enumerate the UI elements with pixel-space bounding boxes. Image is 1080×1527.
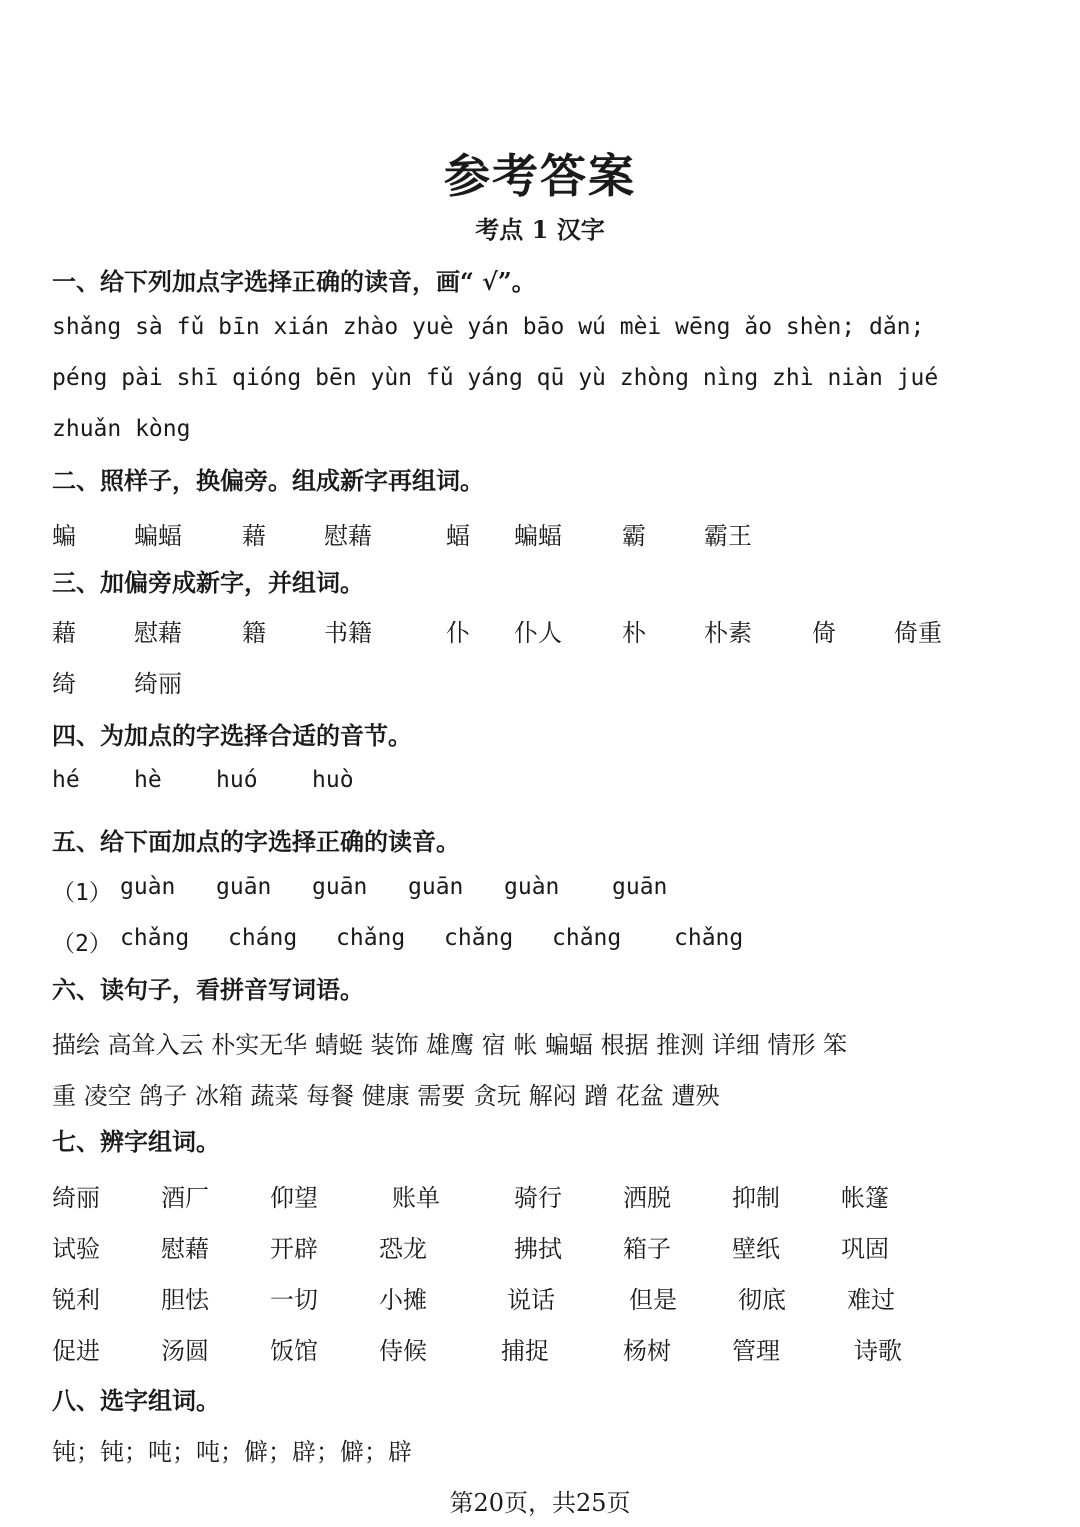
page-title: 参考答案 <box>444 149 636 203</box>
answer-item: 藉 <box>242 522 266 550</box>
answer-item: 促进 <box>52 1337 100 1365</box>
answer-item: guān <box>408 874 464 900</box>
answer-item: chǎng <box>674 925 744 951</box>
answer-item: 绮丽 <box>52 1184 100 1212</box>
answer-item: huó <box>216 767 258 793</box>
answer-item: 骑行 <box>514 1184 562 1212</box>
answer-item: 壁纸 <box>732 1235 780 1263</box>
answer-item: hé <box>52 767 80 793</box>
answer-item: 慰藉 <box>134 619 182 647</box>
section-7-row <box>52 1280 1042 1315</box>
answer-item: 锐利 <box>52 1286 100 1314</box>
answer-item: 箱子 <box>623 1235 671 1263</box>
section-8-heading: 八、选字组词。 <box>52 1386 220 1415</box>
answer-item: cháng <box>228 925 298 951</box>
answer-item: chǎng <box>120 925 190 951</box>
answer-item: 霸 <box>622 522 646 550</box>
section-3-row-2 <box>52 664 1042 699</box>
answer-item: 捕捉 <box>501 1337 549 1365</box>
answer-item: 蝠 <box>446 522 470 550</box>
section-5-row-2 <box>52 925 1042 958</box>
answer-item: 开辟 <box>270 1235 318 1263</box>
answer-item: 倚重 <box>894 619 942 647</box>
answer-item: 帐篷 <box>841 1184 889 1212</box>
answer-item: hè <box>134 767 162 793</box>
answer-item: 慰藉 <box>161 1235 209 1263</box>
section-3-heading: 三、加偏旁成新字，并组词。 <box>52 568 364 597</box>
answer-item: guān <box>216 874 272 900</box>
answer-item: 难过 <box>847 1286 895 1314</box>
answer-item: 蝙蝠 <box>514 522 562 550</box>
answer-item: 蝙蝠 <box>134 522 182 550</box>
answer-item: 胆怯 <box>161 1286 209 1314</box>
answer-item: 彻底 <box>738 1286 786 1314</box>
page-footer: 第20页，共25页 <box>449 1489 631 1517</box>
answer-item: guān <box>612 874 668 900</box>
answer-item: 藉 <box>52 619 76 647</box>
answer-item: 诗歌 <box>854 1337 902 1365</box>
section-4-heading: 四、为加点的字选择合适的音节。 <box>52 721 412 750</box>
answer-item: 仆 <box>446 619 470 647</box>
answer-item: 仆人 <box>514 619 562 647</box>
section-5-row-1 <box>52 874 1042 907</box>
answer-item: 蝙 <box>52 522 76 550</box>
section-7-row <box>52 1178 1042 1213</box>
section-8-answers: 钝；钝；吨；吨；僻；辟；僻；辟 <box>52 1438 412 1466</box>
answer-item: chǎng <box>444 925 514 951</box>
section-1-line-3: zhuǎn kòng <box>52 416 191 442</box>
answer-item: 巩固 <box>841 1235 889 1263</box>
answer-item: guān <box>312 874 368 900</box>
section-4-answers <box>52 767 1042 793</box>
section-6-line-2: 重 凌空 鸽子 冰箱 蔬菜 每餐 健康 需要 贪玩 解闷 蹭 花盆 遭殃 <box>52 1082 720 1110</box>
section-2-answers <box>52 516 1042 551</box>
answer-item: 绮 <box>52 670 76 698</box>
answer-item: 一切 <box>270 1286 318 1314</box>
answer-item: 试验 <box>52 1235 100 1263</box>
section-1-line-2: péng pài shī qióng bēn yùn fǔ yáng qū yù zhòng nìng zhì niàn jué <box>52 365 939 391</box>
section-7-row <box>52 1229 1042 1264</box>
section-6-heading: 六、读句子，看拼音写词语。 <box>52 975 364 1004</box>
answer-item: 绮丽 <box>134 670 182 698</box>
section-1-line-1: shǎng sà fǔ bīn xián zhào yuè yán bāo wú mèi wēng ǎo shèn; dǎn; <box>52 314 925 340</box>
answer-item: 朴素 <box>704 619 752 647</box>
answer-item: 酒厂 <box>161 1184 209 1212</box>
section-5-heading: 五、给下面加点的字选择正确的读音。 <box>52 827 460 856</box>
answer-item: 霸王 <box>704 522 752 550</box>
section-7-row <box>52 1331 1042 1366</box>
answer-item: 恐龙 <box>379 1235 427 1263</box>
section-3-row-1 <box>52 613 1042 648</box>
page-subtitle: 考点 1 汉字 <box>475 215 605 244</box>
answer-item: 杨树 <box>623 1337 671 1365</box>
answer-item: huò <box>312 767 354 793</box>
answer-item: 仰望 <box>270 1184 318 1212</box>
answer-item: 侍候 <box>379 1337 427 1365</box>
answer-item: 书籍 <box>324 619 372 647</box>
answer-item: 说话 <box>507 1286 555 1314</box>
answer-item: 抑制 <box>732 1184 780 1212</box>
answer-item: 慰藉 <box>324 522 372 550</box>
answer-item: 籍 <box>242 619 266 647</box>
answer-item: 汤圆 <box>161 1337 209 1365</box>
answer-item: 管理 <box>732 1337 780 1365</box>
answer-item: 但是 <box>629 1286 677 1314</box>
answer-item: guàn <box>120 874 176 900</box>
row-label: （2） <box>52 931 112 957</box>
answer-item: chǎng <box>336 925 406 951</box>
answer-item: guàn <box>504 874 560 900</box>
answer-item: 账单 <box>392 1184 440 1212</box>
section-7-heading: 七、辨字组词。 <box>52 1127 220 1156</box>
answer-item: 洒脱 <box>623 1184 671 1212</box>
answer-item: 倚 <box>812 619 836 647</box>
answer-item: 饭馆 <box>270 1337 318 1365</box>
answer-item: 朴 <box>622 619 646 647</box>
answer-item: chǎng <box>552 925 622 951</box>
section-6-line-1: 描绘 高耸入云 朴实无华 蜻蜓 装饰 雄鹰 宿 帐 蝙蝠 根据 推测 详细 情形 笨 <box>52 1031 848 1059</box>
answer-item: 小摊 <box>379 1286 427 1314</box>
answer-item: 拂拭 <box>514 1235 562 1263</box>
row-label: （1） <box>52 880 112 906</box>
section-1-heading: 一、给下列加点字选择正确的读音，画“ √”。 <box>52 267 536 296</box>
section-2-heading: 二、照样子，换偏旁。组成新字再组词。 <box>52 466 484 495</box>
